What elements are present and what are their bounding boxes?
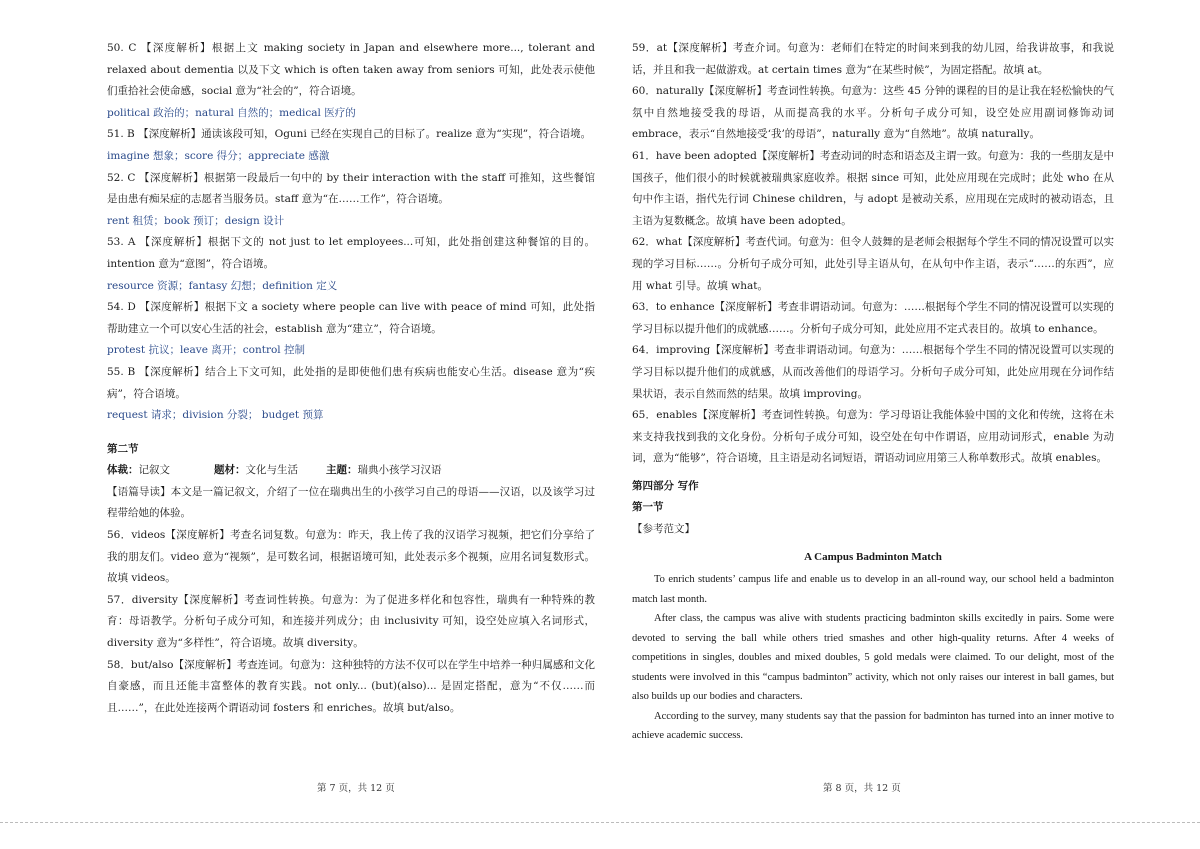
theme-value: 瑞典小孩学习汉语 [357,464,442,477]
answer-item-55 [107,362,595,427]
answer-explanation: 52. C 【深度解析】根据第一段最后一句中的 by their interaction with the staff 可推知，这些餐馆是由患有痴呆症的志愿者当服务员。staff 意为“在……工作”，符合语境。 [107,171,595,206]
answer-item-52 [107,168,595,233]
page-divider [0,822,1200,823]
page-number-left: 第 7 页，共 12 页 [317,783,395,794]
section-title: 第一节 [632,501,664,514]
answer-explanation: 54. D 【深度解析】根据下文 a society where people can live with peace of mind 可知，此处指帮助建立一个可以安心生活的社会，establish 意为“建立”，符合语境。 [107,301,595,335]
essay-paragraph: To enrich students’ campus life and enable us to develop in an all-round way, our school held a badminton match last month. [632,574,1114,605]
answer-item-64: 64．improving【深度解析】考查非谓语动词。句意为：……根据每个学生不同的情况设置可以实现的学习目标以提升他们的成就感，从而改善他们的母语学习。分析句子成分可知，此处应用现在分词作结果状语，表示自然而然的结果。故填 improving。 [632,344,1114,400]
page-number-right: 第 8 页，共 12 页 [823,783,901,794]
answer-item-56: 56．videos【深度解析】考查名词复数。句意为：昨天，我上传了我的汉语学习视频，把它们分享给了我的朋友们。video 意为“视频”，是可数名词，根据语境可知，此处表示多个视频，应用名词复数形式。故填 videos。 [107,529,595,585]
right-page-column [632,38,1114,746]
answer-item-51 [107,124,595,167]
vocab-line: protest 抗议；leave 离开；control 控制 [107,344,305,357]
left-page-column [107,38,595,719]
answer-explanation: 50. C 【深度解析】根据上文 making society in Japan and elsewhere more..., tolerant and relaxed about dementia 以及下文 which is often taken away from seniors 可知，此处表示使他们重拾社会使命感，social 意为“社会的”，符合语境。 [107,42,595,98]
genre-value: 记叙文 [138,464,170,477]
vocab-line: imagine 想象；score 得分；appreciate 感激 [107,149,330,162]
answer-item-61: 61．have been adopted【深度解析】考查动词的时态和语态及主谓一致。句意为：我的一些朋友是中国孩子，他们很小的时候就被瑞典家庭收养。根据 since 可知，此处应用现在完成时；此处 who 在从句中作主语，指代先行词 Chinese children，与 adopt 是被动关系，应用现在完成时的被动语态，且主语为复数概念。故填 have been adopted。 [632,149,1114,227]
answer-item-60: 60．naturally【深度解析】考查词性转换。句意为：这些 45 分钟的课程的目的是让我在轻松愉快的气氛中自然地接受我的母语，从而提高我的水平。分析句子成分可知，设空处应用副词修饰动词 embrace，表示“自然地接受‘我’的母语”，naturally 意为“自然地”。故填 naturally。 [632,85,1114,141]
answer-item-54 [107,297,595,362]
vocab-line: rent 租赁；book 预订；design 设计 [107,214,285,227]
answer-explanation: 51. B 【深度解析】通读该段可知，Oguni 已经在实现自己的目标了。realize 意为“实现”，符合语境。 [107,128,592,141]
part-title: 第四部分 写作 [632,479,699,492]
essay-title: A Campus Badminton Match [804,550,942,563]
answer-item-62: 62．what【深度解析】考查代词。句意为：但令人鼓舞的是老师会根据每个学生不同的情况设置可以实现的学习目标……。分析句子成分可知，此处引导主语从句，在从句中作主语，表示“……的东西”，应用 what 引导。故填 what。 [632,236,1114,292]
answer-item-59: 59．at【深度解析】考查介词。句意为：老师们在特定的时间来到我的幼儿园，给我讲故事，和我说话，并且和我一起做游戏。at certain times 意为“在某些时候”，为固定搭配。故填 at。 [632,42,1114,76]
answer-item-65: 65．enables【深度解析】考查词性转换。句意为：学习母语让我能体验中国的文化和传统，这将在未来支持我找到我的文化身份。分析句子成分可知，设空处在句中作谓语，应用动词形式，enable 为动词，意为“能够”，符合语境，且主语是动名词短语，谓语动词应用第三人称单数形式。故填 enables。 [632,409,1114,465]
answer-item-63: 63．to enhance【深度解析】考查非谓语动词。句意为：……根据每个学生不同的情况设置可以实现的学习目标以提升他们的成就感……。分析句子成分可知，此处应用不定式表目的。故填 to enhance。 [632,301,1114,335]
vocab-line: request 请求；division 分裂； budget 预算 [107,409,324,422]
answer-item-50 [107,38,595,124]
answer-item-57: 57．diversity【深度解析】考查词性转换。句意为：为了促进多样化和包容性，瑞典有一种特殊的教育：母语教学。分析句子成分可知，和连接并列成分；由 inclusivity 可知，设空处应填入名词形式，diversity 意为“多样性”，符合语境。故填 diversity。 [107,593,595,650]
material-value: 文化与生活 [245,464,298,477]
theme-label: 主题： [326,464,358,477]
essay-paragraph: After class, the campus was alive with students practicing badminton skills excitedly in pairs. Some were devoted to serving the ball while others tried smashes and other high-quality returns. After 4 weeks of competitions in singles, doubles and mixed doubles, 5 gold medals were claimed. To our delight, most of the students were involved in this “campus badminton” activity, which not only raises our interest in ball games, but also builds up our bodies and characters. [632,613,1114,703]
material-label: 题材： [214,464,246,477]
sample-label: 【参考范文】 [632,523,695,536]
passage-intro: 【语篇导读】本文是一篇记叙文，介绍了一位在瑞典出生的小孩学习自己的母语——汉语，以及该学习过程带给她的体验。 [107,485,595,520]
genre-label: 体裁： [107,464,139,477]
essay-paragraph: According to the survey, many students say that the passion for badminton has turned into an inner motive to achieve academic success. [632,710,1114,742]
vocab-line: resource 资源；fantasy 幻想；definition 定义 [107,279,338,292]
passage-meta [107,460,595,482]
answer-explanation: 53. A 【深度解析】根据下文的 not just to let employees...可知，此处指创建这种餐馆的目的。intention 意为“意图”，符合语境。 [107,236,595,270]
section-title: 第二节 [107,442,139,455]
answer-item-58: 58．but/also【深度解析】考查连词。句意为：这种独特的方法不仅可以在学生中培养一种归属感和文化自豪感，而且还能丰富整体的教育实践。not only... (but)(also)... 是固定搭配，意为“不仅……而且……”，在此处连接两个谓语动词 fosters 和 enriches。故填 but/also。 [107,658,595,714]
vocab-line: political 政治的；natural 自然的；medical 医疗的 [107,106,356,119]
answer-item-53 [107,232,595,297]
answer-explanation: 55. B 【深度解析】结合上下文可知，此处指的是即使他们患有疾病也能安心生活。disease 意为“疾病”，符合语境。 [107,365,595,400]
